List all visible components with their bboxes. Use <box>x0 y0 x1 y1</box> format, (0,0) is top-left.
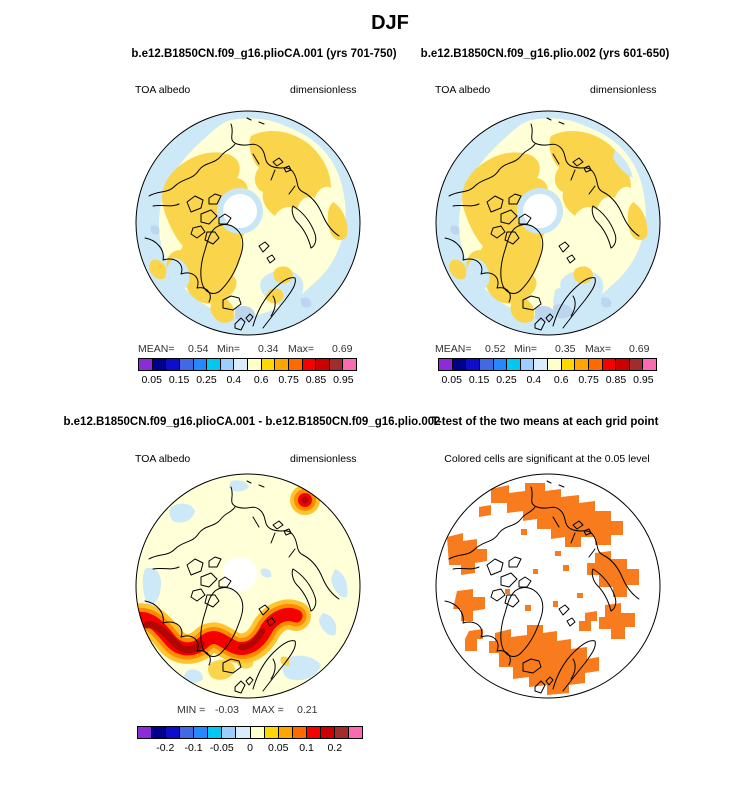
panel2-mean-label: MEAN= <box>435 343 472 355</box>
panel1-max-value: 0.69 <box>332 343 353 355</box>
colorbar-tick: 0.4 <box>226 374 242 386</box>
colorbar-tick: 0.95 <box>333 374 354 386</box>
panel2-field-label: TOA albedo <box>435 84 491 96</box>
panel2-title: b.e12.B1850CN.f09_g16.plio.002 (yrs 601-650) <box>420 48 670 60</box>
colorbar-tick: 0.95 <box>633 374 654 386</box>
panel1-mean-value: 0.54 <box>188 343 209 355</box>
panel4-title-ttest: T-test of the two means at each grid point <box>431 416 659 428</box>
map-bottom-left-difference <box>135 473 361 699</box>
colorbar-tick: 0.05 <box>141 374 162 386</box>
panel2-max-label: Max= <box>585 343 611 355</box>
panel3-field-label: TOA albedo <box>135 453 191 465</box>
map-top-right-case2 <box>435 110 661 336</box>
panel1-units-label: dimensionless <box>290 84 357 96</box>
colorbar-difference-ticks <box>137 726 363 754</box>
colorbar-tick: 0.1 <box>299 742 314 754</box>
colorbar-tick: 0.75 <box>578 374 599 386</box>
panel3-title-difference: b.e12.B1850CN.f09_g16.plioCA.001 - b.e12.B1850CN.f09_g16.plio.002 <box>63 416 441 428</box>
panel1-min-value: 0.34 <box>258 343 279 355</box>
colorbar-tick: -0.1 <box>184 742 203 754</box>
colorbar-tick: 0.6 <box>253 374 269 386</box>
season-title: DJF <box>371 12 409 34</box>
panel3-min-value: -0.03 <box>215 704 239 716</box>
panel1-title: b.e12.B1850CN.f09_g16.plioCA.001 (yrs 701-750) <box>131 48 397 60</box>
panel3-max-value: 0.21 <box>297 704 318 716</box>
panel1-mean-label: MEAN= <box>138 343 175 355</box>
panel1-min-label: Min= <box>217 343 241 355</box>
map-bottom-right-ttest <box>435 473 661 699</box>
colorbar-tick: 0.05 <box>268 742 289 754</box>
colorbar-tick: 0.85 <box>605 374 627 386</box>
colorbar-albedo-case2-ticks <box>438 358 657 386</box>
colorbar-tick: 0.75 <box>278 374 299 386</box>
panel3-max-label: MAX = <box>252 704 284 716</box>
panel3-min-label: MIN = <box>177 704 206 716</box>
panel2-units-label: dimensionless <box>590 84 657 96</box>
panel3-units-label: dimensionless <box>290 453 357 465</box>
colorbar-tick: -0.2 <box>156 742 175 754</box>
colorbar-tick: 0 <box>247 742 253 754</box>
panel2-min-label: Min= <box>514 343 538 355</box>
colorbar-tick: 0.6 <box>553 374 569 386</box>
panel2-mean-value: 0.52 <box>485 343 506 355</box>
panel1-max-label: Max= <box>288 343 314 355</box>
colorbar-tick: 0.25 <box>496 374 517 386</box>
panel2-max-value: 0.69 <box>629 343 650 355</box>
colorbar-albedo-case1-ticks <box>138 358 357 386</box>
colorbar-tick: 0.4 <box>526 374 542 386</box>
colorbar-tick: 0.05 <box>441 374 462 386</box>
colorbar-tick: 0.15 <box>468 374 490 386</box>
colorbar-tick: 0.2 <box>327 742 343 754</box>
map-top-left-case1 <box>135 110 361 336</box>
panel2-min-value: 0.35 <box>555 343 576 355</box>
colorbar-tick: 0.85 <box>305 374 327 386</box>
colorbar-tick: -0.05 <box>209 742 234 754</box>
panel4-significance-note: Colored cells are significant at the 0.05 level <box>444 453 650 465</box>
colorbar-tick: 0.15 <box>168 374 190 386</box>
colorbar-tick: 0.25 <box>196 374 217 386</box>
panel1-field-label: TOA albedo <box>135 84 191 96</box>
